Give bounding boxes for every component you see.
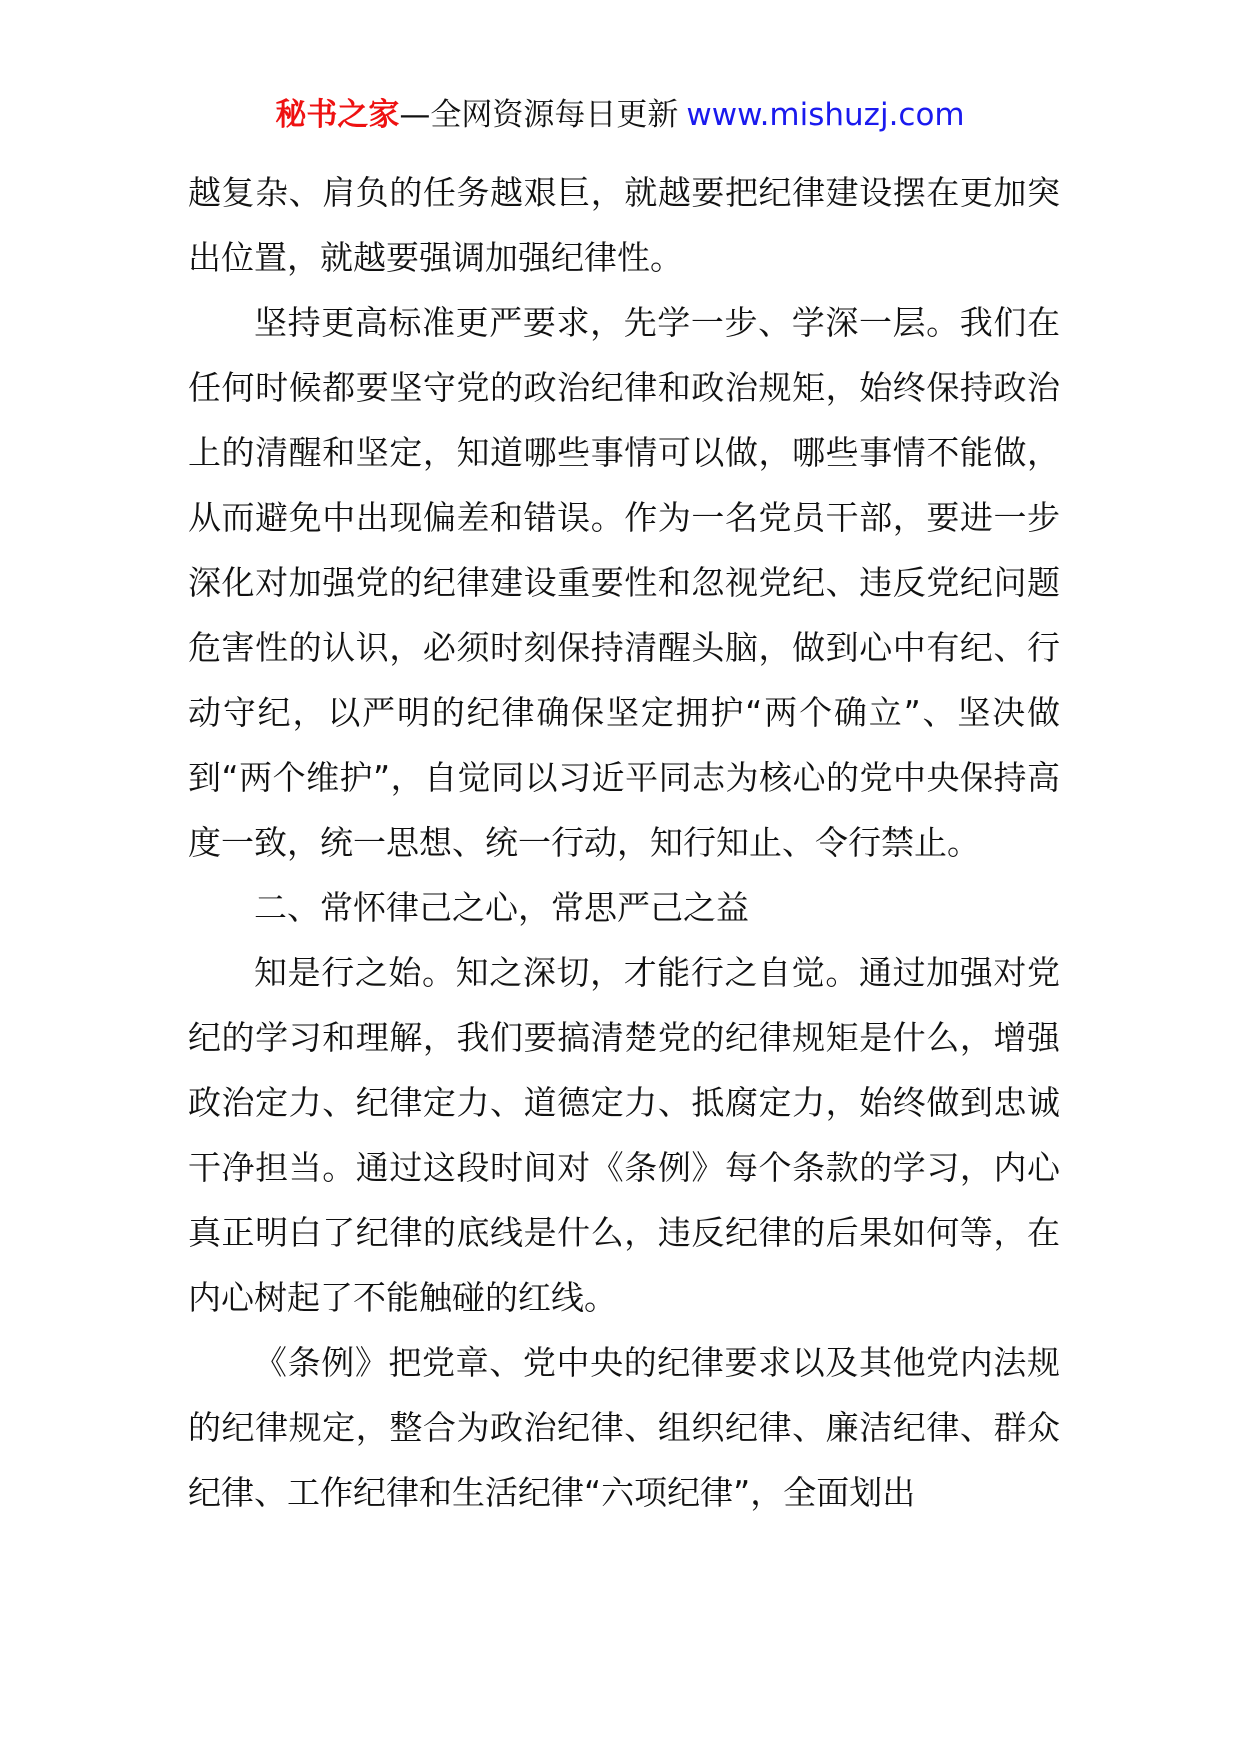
document-body xyxy=(188,160,1060,1525)
header-brand: 秘书之家 xyxy=(275,97,400,133)
section-heading-two: 二、常怀律己之心，常思严己之益 xyxy=(254,888,749,927)
paragraph-regulations: 《条例》把党章、党中央的纪律要求以及其他党内法规的纪律规定，整合为政治纪律、组织纪律、廉洁纪律、群众纪律、工作纪律和生活纪律“六项纪律”，全面划出 xyxy=(188,1343,1060,1512)
header-slogan: —全网资源每日更新 xyxy=(399,97,679,133)
page-header xyxy=(0,92,1240,138)
paragraph-continued: 越复杂、肩负的任务越艰巨，就越要把纪律建设摆在更加突出位置，就越要强调加强纪律性。 xyxy=(188,173,1060,277)
paragraph-knowledge: 知是行之始。知之深切，才能行之自觉。通过加强对党纪的学习和理解，我们要搞清楚党的纪律规矩是什么，增强政治定力、纪律定力、道德定力、抵腐定力，始终做到忠诚干净担当。通过这段时间对《条例》每个条款的学习，内心真正明白了纪律的底线是什么，违反纪律的后果如何等，在内心树起了不能触碰的红线。 xyxy=(188,953,1060,1317)
paragraph-strict-standards: 坚持更高标准更严要求，先学一步、学深一层。我们在任何时候都要坚守党的政治纪律和政治规矩，始终保持政治上的清醒和坚定，知道哪些事情可以做，哪些事情不能做，从而避免中出现偏差和错误。作为一名党员干部，要进一步深化对加强党的纪律建设重要性和忽视党纪、违反党纪问题危害性的认识，必须时刻保持清醒头脑，做到心中有纪、行动守纪，以严明的纪律确保坚定拥护“两个确立”、坚决做到“两个维护”，自觉同以习近平同志为核心的党中央保持高度一致，统一思想、统一行动，知行知止、令行禁止。 xyxy=(188,303,1060,862)
header-url-link[interactable]: www.mishuzj.com xyxy=(686,97,965,133)
